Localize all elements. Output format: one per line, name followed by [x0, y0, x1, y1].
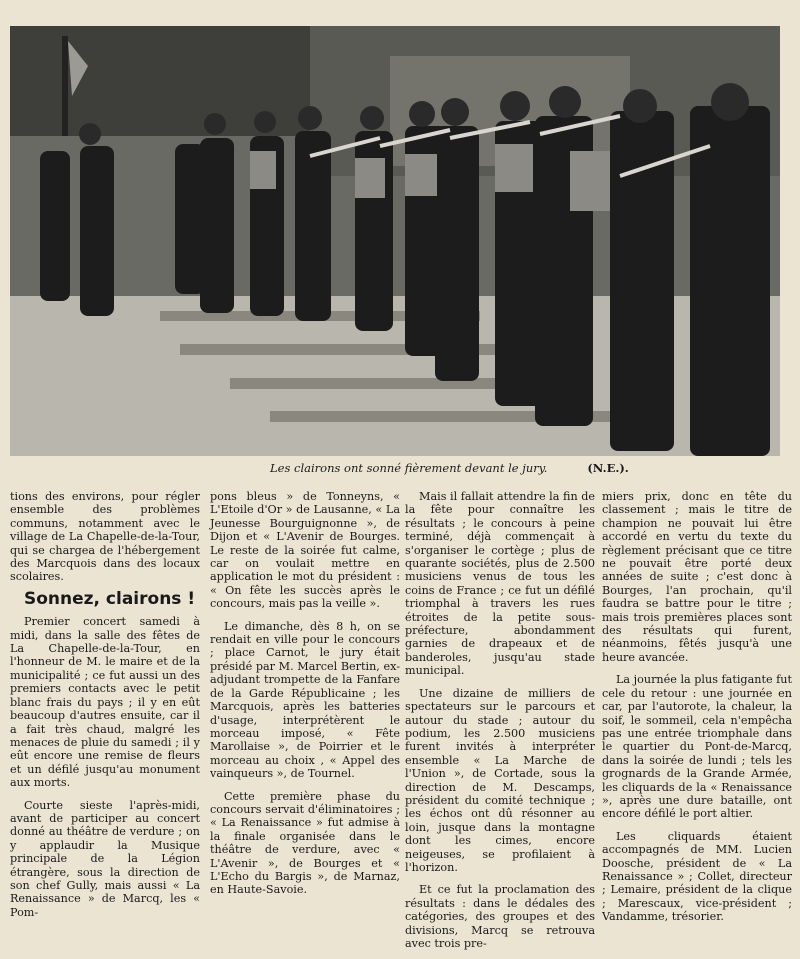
article-column-1 [10, 490, 200, 928]
article-column-2 [210, 490, 400, 906]
paragraph: miers prix, donc en tête du classement ; mais le titre de champion ne pouvait lui être accordé en vertu du texte du règlement précisant que ce titre ne pouvait être porté deux années de suite ; c'est donc à Bourges, l'an prochain, qu'il faudra se battre pour le titre ; mais trois premières places sont des résultats qui furent, néanmoins, fêtés jusqu'à une heure avancée. [602, 490, 792, 664]
caption-text: Les clairons ont sonné fièrement devant le jury. [270, 461, 548, 475]
paragraph: Cette première phase du concours servait d'éliminatoires ; « La Renaissance » fut admise à la finale organisée dans le théâtre de verdure, avec « L'Avenir », de Bourges et « L'Echo du Bargis », de Marnaz, en Haute-Savoie. [210, 789, 400, 897]
photo-credit: (N.E.). [587, 461, 629, 475]
paragraph: Le dimanche, dès 8 h, on se rendait en ville pour le concours ; place Carnot, le jury était présidé par M. Marcel Bertin, ex-adjudant trompette de la Fanfare de la Garde Républicaine ; les Marcquois, après les batteries d'usage, interprétèrent le morceau imposé, « Fête Marollaise », de Poirrier et le morceau au choix , « Appel des vainqueurs », de Tournel. [210, 619, 400, 781]
paragraph: Courte sieste l'après-midi, avant de participer au concert donné au théâtre de verdure ; on y applaudir la Musique principale de la Légion étrangère, sous la direction de son chef Gully, mais aussi « La Renaissance » de Marcq, les « Pom- [10, 798, 200, 919]
paragraph: Les cliquards étaient accompagnés de MM. Lucien Doosche, président de « La Renaissance » ; Collet, directeur ; Lemaire, président de la clique ; Marescaux, vice-président ; Vandamme, trésorier. [602, 829, 792, 924]
paragraph: Une dizaine de milliers de spectateurs sur le parcours et autour du stade ; autour du podium, les 2.500 musiciens furent invités à interpréter ensemble « La Marche de l'Union », de Cortade, sous la direction de M. Descamps, président du comité technique ; les échos ont dû résonner au loin, jusque dans la montagne dont les cimes, encore neigeuses, se profilaient à l'horizon. [405, 686, 595, 874]
paragraph: La journée la plus fatigante fut cele du retour : une journée en car, par l'autorote, la chaleur, la soif, le sommeil, cela n'empêcha pas une entrée triomphale dans le quartier du Pont-de-Marcq, dans la soirée de lundi ; tels les grognards de la Grande Armée, les cliquards de la « Renaissance », après une dure bataille, ont encore défilé le port altier. [602, 673, 792, 821]
paragraph: Mais il fallait attendre la fin de la fête pour connaître les résultats ; le concours à peine terminé, déjà commençait à s'organiser le cortège ; plus de quarante sociétés, plus de 2.500 musiciens venus de tous les coins de France ; ce fut un défilé triomphal à travers les rues étroites de la petite sous-préfecture, abondamment garnies de drapeaux et de banderoles, jusqu'au stade municipal. [405, 490, 595, 678]
photo-caption [270, 461, 790, 475]
buglers-illustration [10, 26, 780, 456]
parade-photograph [10, 26, 780, 456]
paragraph: tions des environs, pour régler ensemble des problèmes communs, notamment avec le village de La Chapelle-de-la-Tour, qui se chargea de l'hébergement des Marcquois dans des locaux scolaires. [10, 490, 200, 584]
article-column-4 [602, 490, 792, 933]
article-column-3 [405, 490, 595, 959]
paragraph: Premier concert samedi à midi, dans la salle des fêtes de La Chapelle-de-la-Tour, en l'honneur de M. le maire et de la municipalité ; ce fut aussi un des premiers contacts avec le petit blanc frais du pays ; il y en eût beaucoup d'autres ensuite, car il a fait très chaud, malgré les menaces de pluie du samedi ; il y eût encore une remise de fleurs et un défilé jusqu'au monument aux morts. [10, 615, 200, 790]
paragraph: Et ce fut la proclamation des résultats : dans le dédales des catégories, des groupes et des divisions, Marcq se retrouva avec trois pre- [405, 883, 595, 950]
paragraph: pons bleus » de Tonneyns, « L'Etoile d'Or » de Lausanne, « La Jeunesse Bourguignonne », de Dijon et « L'Avenir de Bourges. Le reste de la soirée fut calme, car on voulait mettre en application le mot du président : « On fête les succès après le concours, mais pas la veille ». [210, 490, 400, 611]
section-heading: Sonnez, clairons ! [24, 588, 196, 609]
